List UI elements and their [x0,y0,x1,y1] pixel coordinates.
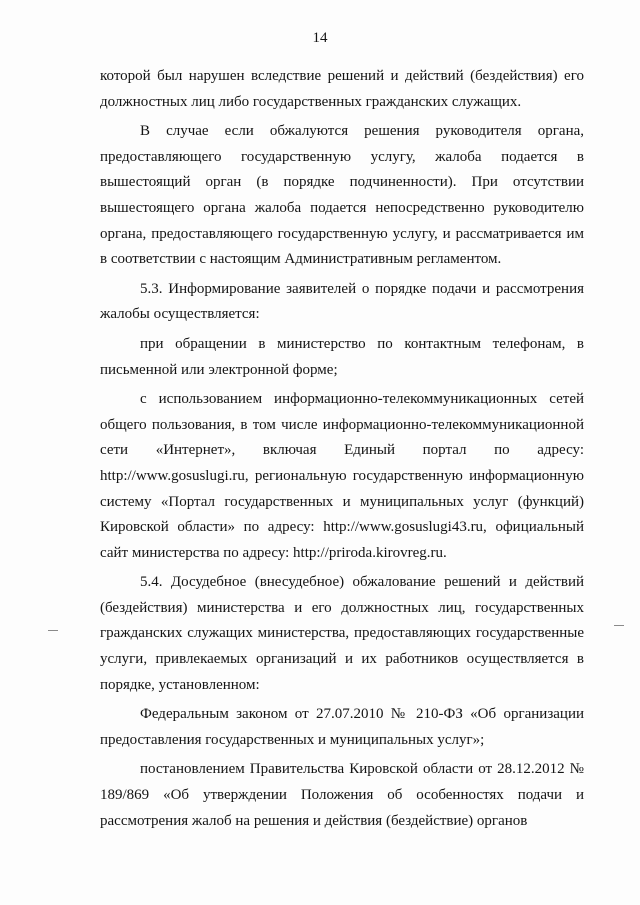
document-body [100,64,584,834]
paragraph-continuation: которой был нарушен вследствие решений и действий (бездействия) его должностных лиц либо государственных гражданских служащих. [100,68,584,110]
scan-artifact-mark [48,630,58,631]
page-number: 14 [312,30,328,46]
paragraph-appeal-to-superior-body: В случае если обжалуются решения руководителя органа, предоставляющего государственную услугу, жалоба подается в вышестоящий орган (в порядке подчиненности). При отсутствии вышестоящего органа жалоба подается непосредственно руководителю органа, предоставляющего государственную услугу, и рассматривается им в соответствии с настоящим Административным регламентом. [100,123,584,268]
scan-artifact-mark [614,625,624,626]
paragraph-5-3: 5.3. Информирование заявителей о порядке подачи и рассмотрения жалобы осуществляется: [100,280,584,323]
paragraph-government-resolution: постановлением Правительства Кировской области от 28.12.2012 № 189/869 «Об утверждении Положения об особенностях подачи и рассмотрения жалоб на решения и действия (бездействие) органов [100,761,584,829]
paragraph-5-4: 5.4. Досудебное (внесудебное) обжалование решений и действий (бездействия) министерства и его должностных лиц, государственных гражданских служащих министерства, предоставляющих государственные услуги, привлекаемых организаций и их работников осуществляется в порядке, установленном: [100,574,584,693]
paragraph-ministry-contact: при обращении в министерство по контактным телефонам, в письменной или электронной форме; [100,335,584,378]
paragraph-federal-law: Федеральным законом от 27.07.2010 № 210-ФЗ «Об организации предоставления государственных и муниципальных услуг»; [100,706,584,748]
paragraph-internet-portals: с использованием информационно-телекоммуникационных сетей общего пользования, в том числе информационно-телекоммуникационной сети «Интернет», включая Единый портал по адресу: http://www.gosuslugi.ru, региональную государственную информационную систему «Портал государственных и муниципальных услуг (функций) Кировской области» по адресу: http://www.gosuslugi43.ru, официальный сайт министерства по адресу: http://priroda.kirovreg.ru. [100,391,584,561]
